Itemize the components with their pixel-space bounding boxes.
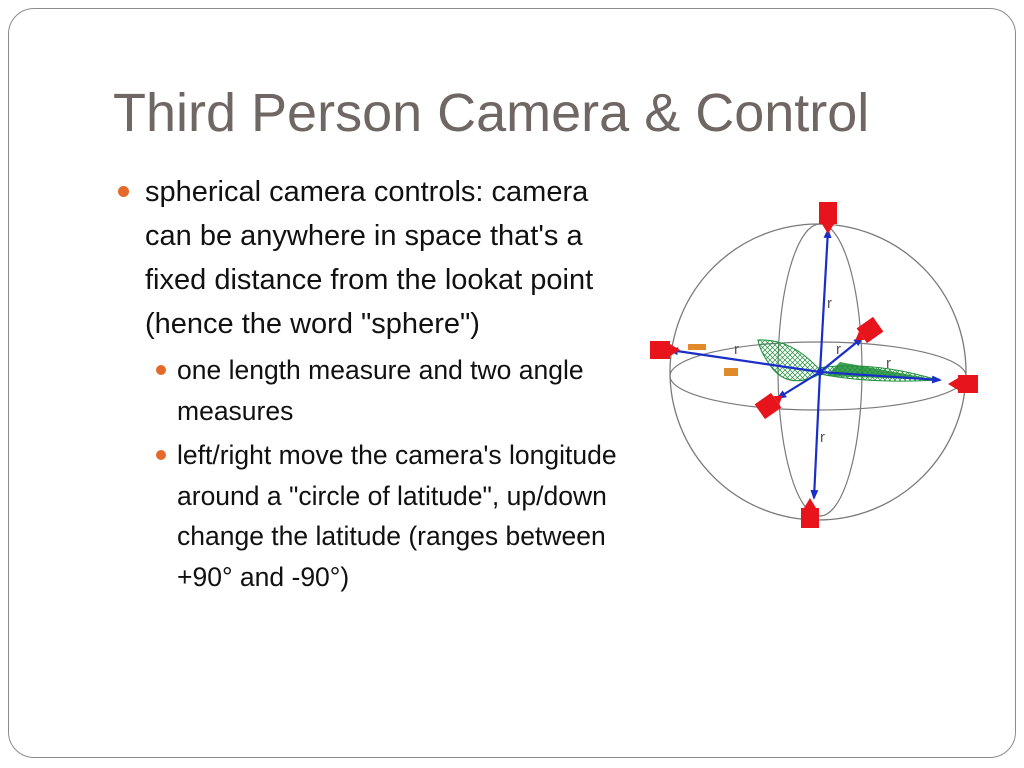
lookat-point [817,369,824,376]
camera-icon [650,341,680,359]
sub-bullet-item: left/right move the camera's longitude around a "circle of latitude", up/down change the latitude (ranges between +90° and -90°) [149,435,638,597]
camera-icon [801,498,819,528]
bullet-item [118,170,638,597]
radius-label: r [836,341,841,358]
camera-icon [755,388,788,419]
radius-label: r [820,429,825,446]
sub-bullet-item: one length measure and two angle measures [149,350,638,431]
bullet-text: spherical camera controls: camera can be anywhere in space that's a fixed distance from the lookat point (hence the word "sphere") [145,176,594,340]
sub-bullet-list [145,350,638,597]
slide-title: Third Person Camera & Control [113,83,870,143]
camera-icon [819,202,837,234]
marker-block [724,368,738,376]
spherical-camera-diagram [640,190,990,550]
radius-label: r [734,341,739,358]
bullet-list [118,170,638,601]
radius-label: r [827,295,832,312]
radius-label: r [886,355,891,372]
marker-block [688,344,706,350]
